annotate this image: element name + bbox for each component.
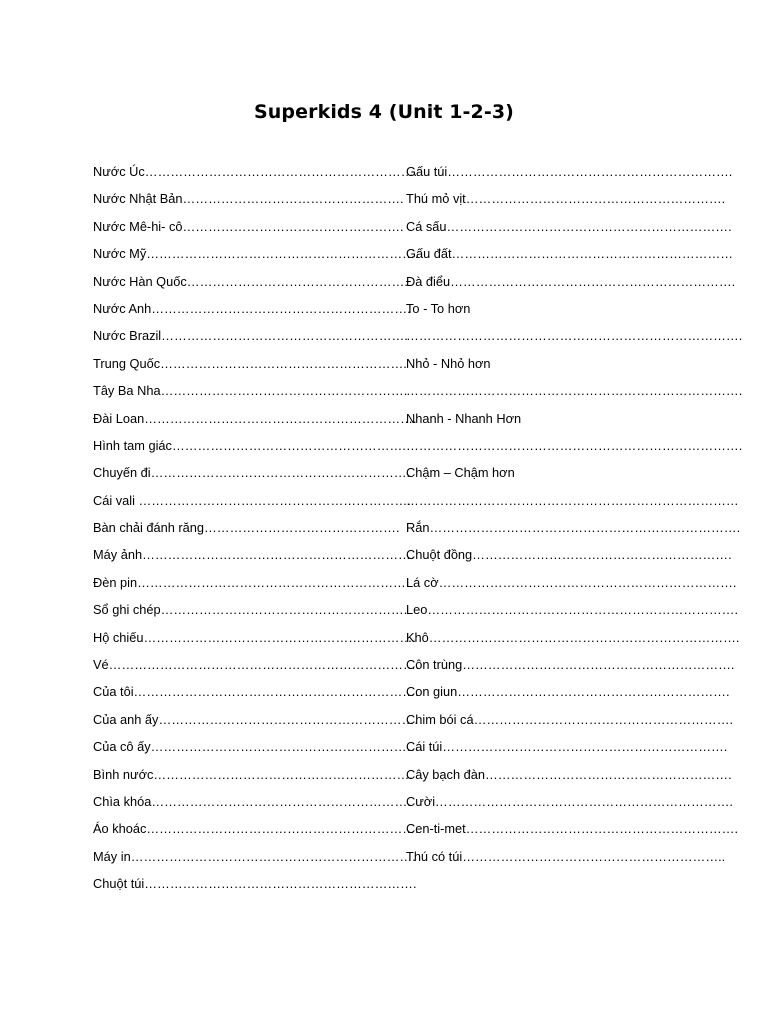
right-vocab-line: Đà điểu…………………………………………………………. [406,273,736,289]
right-vocab-line: Cá sấu…………………………………………………………. [406,218,732,234]
left-vocab-line: Áo khoác………………………………………………………. [93,821,419,837]
left-vocab-line: Máy in…………………………………………………………. [93,848,416,864]
right-vocab-line: Rắn………………………………………………………………. [406,520,741,536]
right-vocab-line: ……………………………………………………………………. [406,383,743,399]
right-vocab-line: ……………………………………………………………………. [406,437,743,453]
left-vocab-line: Nước Hàn Quốc……………………………………………. [93,273,408,289]
left-vocab-line: Đài Loan………………………………………………………. [93,410,417,426]
right-vocab-line: Thú có túi…………………………………………………….. [406,848,726,864]
right-vocab-line: Cây bạch đàn…………………………………………………. [406,766,732,782]
right-vocab-line: Cười……………………………………………………………. [406,793,733,809]
left-vocabulary-column [93,162,423,902]
right-vocab-line: Lá cờ……………………………………………………………. [406,574,737,590]
right-vocab-line: Cái túi…………………………………………………………. [406,739,728,755]
right-vocabulary-column [406,162,743,874]
right-vocab-line: Khô………………………………………………………………. [406,629,740,645]
left-vocab-line: Đèn pin………………………………………………………. [93,574,410,590]
left-vocab-line: Nước Mỹ………………………………………………………. [93,246,419,262]
right-vocab-line: Nhanh - Nhanh Hơn [406,410,522,426]
left-vocab-line: Nước Anh……………………………………………………. [93,300,411,316]
left-vocab-line: Hình tam giác………………………………………………. [93,437,406,453]
left-vocab-line: Của anh ấy……………………………………………………. [93,711,418,727]
left-vocab-line: Nước Mê-hi- cô……………………………………………. [93,218,404,234]
left-vocab-line: Nước Brazil…………………………………………………. [93,328,408,344]
left-vocab-line: Bình nước……………………………………………………. [93,766,413,782]
right-vocab-line: Chuột đồng……………………………………………………. [406,547,732,563]
left-vocab-line: Sổ ghi chép…………………………………………………. [93,602,408,618]
left-vocab-line: Nước Úc………………………………………………………. [93,164,418,179]
left-vocab-line: Chuyến đi……………………………………………………. [93,465,411,481]
left-vocab-line: Vé………………………………………………………………. [93,657,420,673]
right-vocab-line: Gấu túi…………………………………………………………. [406,164,733,179]
right-vocab-line: Thú mỏ vịt……………………………………………………. [406,191,726,207]
left-vocab-line: Trung Quốc…………………………………………………. [93,355,407,371]
right-vocab-line: Chậm – Chậm hơn [406,465,515,481]
right-vocab-line: To - To hơn [406,300,471,316]
left-vocab-line: Chuột túi………………………………………………………. [93,876,417,892]
right-vocab-line: …………………………………………………………………… [406,492,739,508]
left-vocab-line: Bàn chải đánh răng………………………………………. [93,520,400,536]
left-vocab-line: Của cô ấy………………………………………………………. [93,739,423,755]
right-vocab-line: Leo………………………………………………………………. [406,602,739,618]
right-vocab-line: Gấu đất………………………………………………………… [406,246,734,262]
right-vocab-line: Cen-ti-met………………………………………………………. [406,821,739,837]
left-vocab-line: Cái vali ………………………………………………………. [93,492,411,508]
left-vocab-line: Nước Nhật Bản……………………………………………. [93,191,404,207]
left-vocab-line: Máy ảnh………………………………………………………. [93,547,415,563]
left-vocab-line: Hộ chiếu………………………………………………………. [93,629,416,645]
right-vocab-line: ……………………………………………………………………. [406,328,743,344]
left-vocab-line: Của tôi…………………………………………………………. [93,684,419,700]
page-title: Superkids 4 (Unit 1-2-3) [254,100,514,123]
left-vocab-line: Chìa khóa……………………………………………………. [93,793,411,809]
left-vocab-line: Tây Ba Nha…………………………………………………. [93,383,408,399]
right-vocab-line: Con giun………………………………………………………. [406,684,730,700]
right-vocab-line: Côn trùng………………………………………………………. [406,657,735,673]
right-vocab-line: Nhỏ - Nhỏ hơn [406,355,491,371]
right-vocab-line: Chim bói cá……………………………………………………. [406,711,734,727]
